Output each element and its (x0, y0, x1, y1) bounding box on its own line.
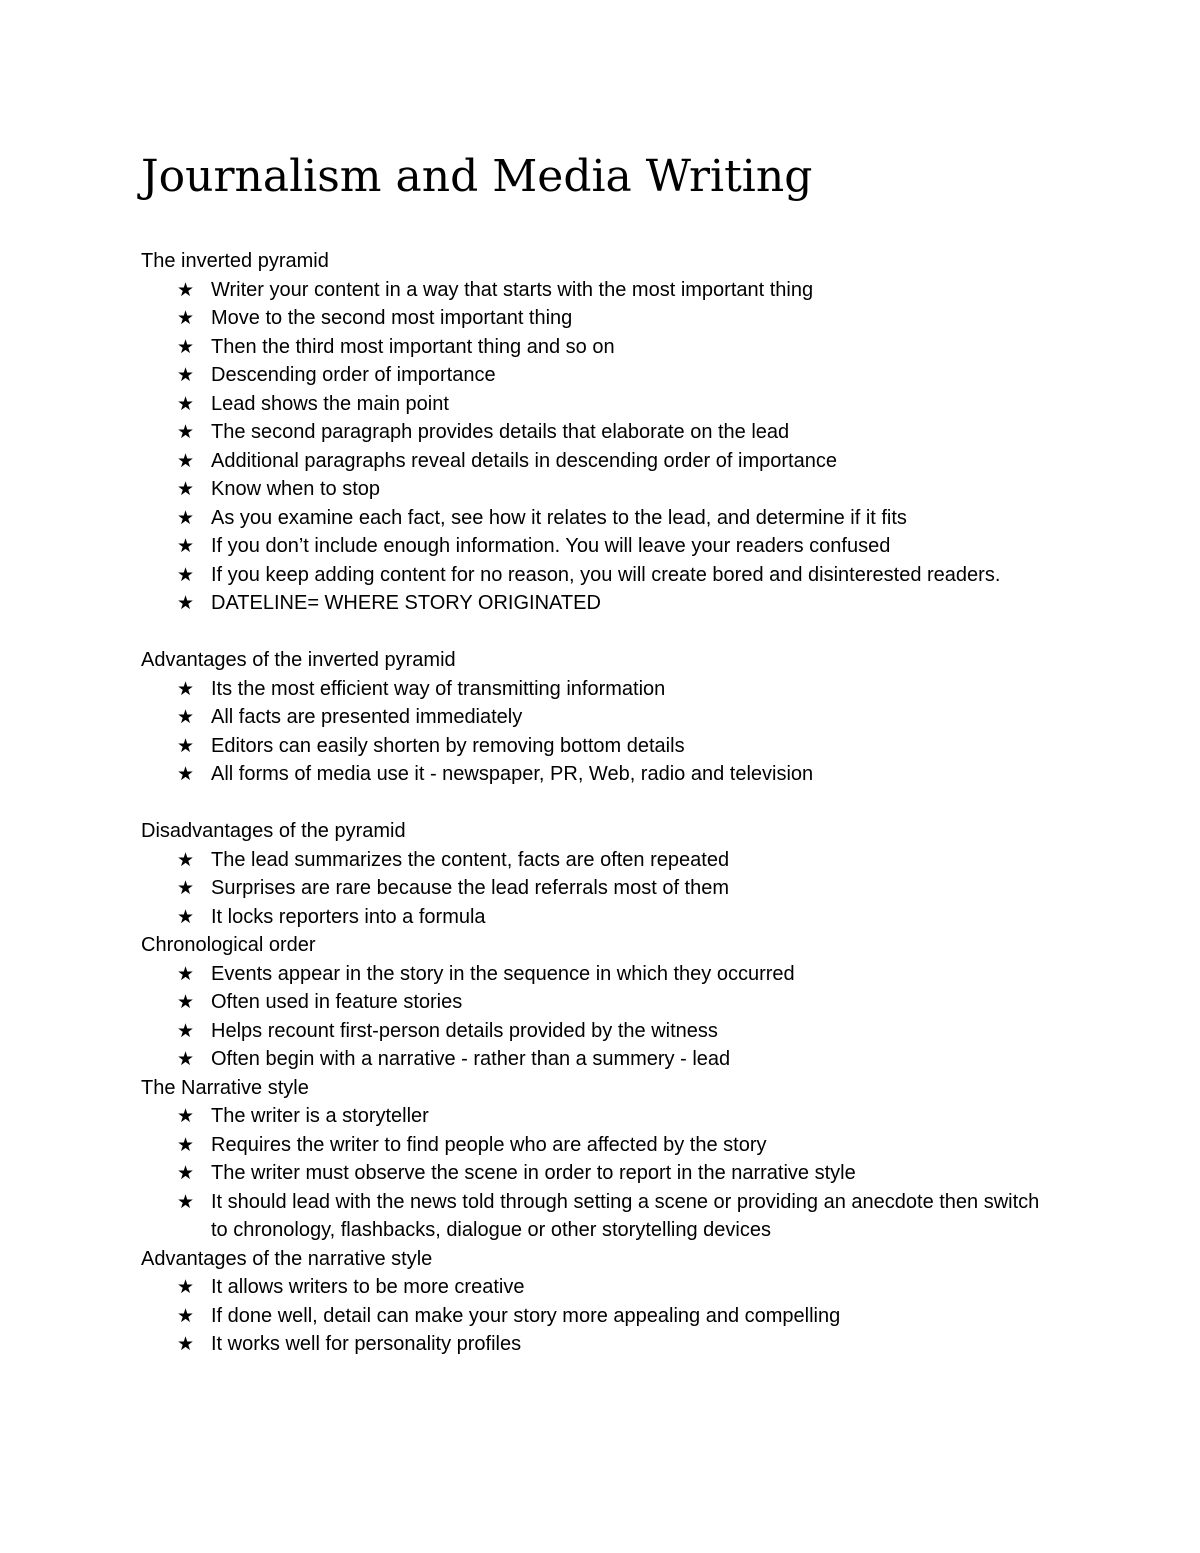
list-item-text: If done well, detail can make your story more appealing and compelling (211, 1304, 841, 1327)
section-advantages-inverted-pyramid (141, 646, 1061, 817)
section-heading: Advantages of the inverted pyramid (141, 649, 456, 671)
star-bullet-icon: ★ (177, 1333, 195, 1355)
star-bullet-icon: ★ (177, 734, 195, 757)
star-bullet-icon: ★ (177, 1019, 195, 1042)
list-item (141, 760, 1041, 789)
paragraph-spacer (141, 618, 1061, 647)
star-bullet-icon: ★ (177, 677, 195, 700)
star-bullet-icon: ★ (177, 364, 195, 386)
list-item (141, 589, 1041, 618)
list-item-text: Surprises are rare because the lead referrals most of them (211, 877, 730, 899)
section-narrative-style (141, 1074, 1061, 1245)
bullet-list (141, 960, 1061, 1074)
list-item-text: Additional paragraphs reveal details in descending order of importance (211, 449, 837, 472)
list-item (141, 675, 1041, 704)
list-item-text: Then the third most important thing and so on (211, 335, 615, 358)
list-item (141, 276, 1041, 305)
bullet-list (141, 675, 1061, 789)
star-bullet-icon: ★ (177, 1276, 195, 1298)
bullet-list (141, 1273, 1061, 1359)
list-item-text: It locks reporters into a formula (211, 905, 486, 928)
star-bullet-icon: ★ (177, 335, 195, 358)
star-bullet-icon: ★ (177, 278, 195, 301)
star-bullet-icon: ★ (177, 506, 195, 529)
section-heading: The Narrative style (141, 1076, 309, 1099)
list-item-text: If you don’t include enough information. You will leave your readers confused (211, 535, 891, 557)
section-heading: The inverted pyramid (141, 250, 329, 272)
list-item (141, 1131, 1041, 1160)
paragraph-spacer (141, 789, 1061, 818)
list-item (141, 988, 1041, 1017)
list-item-text: Events appear in the story in the sequence in which they occurred (211, 962, 795, 985)
list-item-text: Descending order of importance (211, 364, 496, 386)
star-bullet-icon: ★ (177, 478, 195, 500)
list-item (141, 447, 1041, 476)
star-bullet-icon: ★ (177, 1190, 195, 1213)
star-bullet-icon: ★ (177, 563, 195, 586)
list-item-text: It allows writers to be more creative (211, 1276, 525, 1298)
star-bullet-icon: ★ (177, 449, 195, 472)
section-advantages-narrative-style (141, 1245, 1061, 1359)
star-bullet-icon: ★ (177, 1162, 195, 1184)
list-item (141, 846, 1041, 875)
list-item-text: All facts are presented immediately (211, 706, 523, 728)
star-bullet-icon: ★ (177, 877, 195, 899)
list-item (141, 1102, 1041, 1131)
list-item (141, 703, 1041, 732)
list-item-text: Know when to stop (211, 478, 380, 500)
list-item (141, 333, 1041, 362)
star-bullet-icon: ★ (177, 392, 195, 415)
list-item-text: The writer is a storyteller (211, 1105, 429, 1127)
list-item-text: Helps recount first-person details provided by the witness (211, 1019, 718, 1042)
list-item-text: The writer must observe the scene in order to report in the narrative style (211, 1162, 856, 1184)
list-item (141, 1273, 1041, 1302)
document-title: Journalism and Media Writing (141, 151, 813, 202)
list-item (141, 532, 1041, 561)
list-item-text: The lead summarizes the content, facts are often repeated (211, 848, 730, 871)
list-item-text: Editors can easily shorten by removing bottom details (211, 734, 685, 757)
bullet-list (141, 276, 1061, 618)
list-item-text: If you keep adding content for no reason, you will create bored and disinterested readers. (211, 563, 1001, 586)
section-heading: Disadvantages of the pyramid (141, 820, 406, 842)
star-bullet-icon: ★ (177, 905, 195, 928)
document-body (141, 247, 1061, 1359)
star-bullet-icon: ★ (177, 592, 195, 614)
list-item (141, 418, 1041, 447)
list-item (141, 1045, 1041, 1074)
list-item (141, 960, 1041, 989)
list-item (141, 504, 1041, 533)
list-item-text: Move to the second most important thing (211, 307, 573, 329)
list-item-text: As you examine each fact, see how it relates to the lead, and determine if it fits (211, 506, 907, 529)
star-bullet-icon: ★ (177, 1105, 195, 1127)
list-item-text: The second paragraph provides details that elaborate on the lead (211, 421, 790, 443)
star-bullet-icon: ★ (177, 1048, 195, 1070)
star-bullet-icon: ★ (177, 535, 195, 557)
list-item (141, 561, 1041, 590)
list-item (141, 390, 1041, 419)
star-bullet-icon: ★ (177, 1304, 195, 1327)
star-bullet-icon: ★ (177, 1133, 195, 1156)
list-item-text: All forms of media use it - newspaper, PR, Web, radio and television (211, 763, 814, 785)
list-item-text: It works well for personality profiles (211, 1333, 522, 1355)
section-heading: Advantages of the narrative style (141, 1247, 433, 1270)
section-disadvantages-pyramid (141, 817, 1061, 931)
star-bullet-icon: ★ (177, 848, 195, 871)
list-item (141, 1188, 1041, 1245)
list-item (141, 1330, 1041, 1359)
section-chronological-order (141, 931, 1061, 1074)
star-bullet-icon: ★ (177, 991, 195, 1013)
list-item-text: DATELINE= WHERE STORY ORIGINATED (211, 592, 601, 614)
list-item-text: It should lead with the news told through setting a scene or providing an anecdote then switch to chronology, flashbacks, dialogue or other storytelling devices (211, 1190, 1040, 1241)
list-item-text: Writer your content in a way that starts with the most important thing (211, 278, 814, 301)
bullet-list (141, 1102, 1061, 1245)
star-bullet-icon: ★ (177, 962, 195, 985)
list-item (141, 1159, 1041, 1188)
list-item-text: Often used in feature stories (211, 991, 463, 1013)
list-item (141, 1017, 1041, 1046)
list-item (141, 475, 1041, 504)
star-bullet-icon: ★ (177, 763, 195, 785)
list-item (141, 1302, 1041, 1331)
list-item-text: Lead shows the main point (211, 392, 449, 415)
list-item-text: Requires the writer to find people who are affected by the story (211, 1133, 767, 1156)
list-item-text: Often begin with a narrative - rather than a summery - lead (211, 1048, 731, 1070)
section-inverted-pyramid (141, 247, 1061, 646)
list-item (141, 304, 1041, 333)
star-bullet-icon: ★ (177, 706, 195, 728)
star-bullet-icon: ★ (177, 421, 195, 443)
list-item-text: Its the most efficient way of transmitting information (211, 677, 666, 700)
section-heading: Chronological order (141, 934, 316, 956)
bullet-list (141, 846, 1061, 932)
star-bullet-icon: ★ (177, 307, 195, 329)
list-item (141, 361, 1041, 390)
list-item (141, 874, 1041, 903)
list-item (141, 732, 1041, 761)
list-item (141, 903, 1041, 932)
